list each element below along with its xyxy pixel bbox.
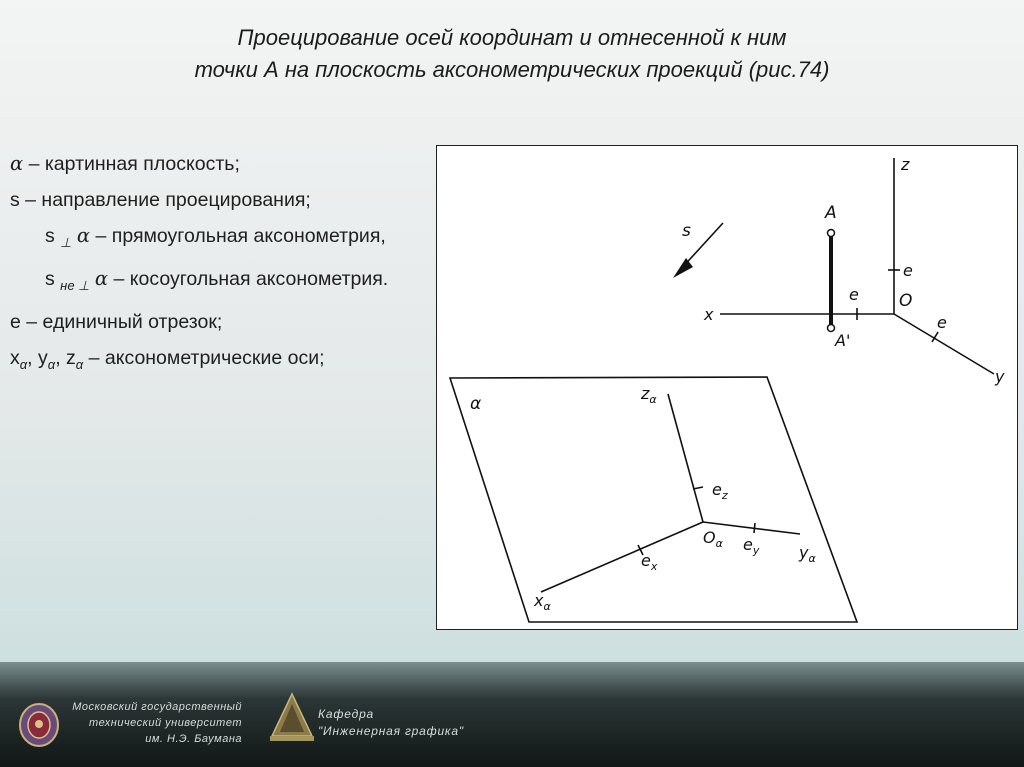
label-ex: e bbox=[849, 285, 859, 304]
def-picture-plane bbox=[10, 150, 420, 178]
label-x: x bbox=[704, 305, 714, 324]
label-plane-ez: $e_z$ bbox=[712, 480, 728, 502]
label-plane-ey: $e_y$ bbox=[743, 535, 760, 557]
label-z: z bbox=[901, 155, 910, 174]
department-line-1: Кафедра bbox=[318, 707, 375, 721]
slide-title bbox=[0, 22, 1024, 86]
picture-plane bbox=[450, 377, 857, 622]
def-symbol: α bbox=[10, 152, 24, 175]
university-name bbox=[62, 699, 242, 747]
axis-sub: α bbox=[75, 356, 84, 372]
label-origin: O bbox=[899, 291, 913, 311]
def-axonometric-axes: $x_\alpha$, $y_\alpha$, $z_\alpha$ – аксонометрические оси; bbox=[10, 346, 325, 372]
def-relation: не ⊥ bbox=[60, 277, 90, 293]
university-line-1: Московский государственный bbox=[72, 701, 242, 713]
label-point-a: A bbox=[825, 203, 837, 223]
def-text: – аксонометрические оси; bbox=[83, 346, 325, 369]
axis-x: x bbox=[10, 346, 20, 369]
def-oblique-axonometry bbox=[10, 265, 420, 300]
label-plane-z: $z_\alpha$ bbox=[641, 384, 657, 406]
label-plane-ex: $e_x$ bbox=[641, 551, 658, 573]
def-rectangular-axonometry bbox=[10, 222, 420, 257]
def-symbol-2: α bbox=[76, 224, 91, 247]
def-text: – единичный отрезок; bbox=[20, 310, 223, 333]
label-direction: s bbox=[682, 221, 691, 241]
figure-74 bbox=[436, 145, 1018, 630]
label-plane-x: $x_\alpha$ bbox=[534, 591, 551, 613]
def-symbol: s bbox=[10, 189, 20, 211]
def-symbol: e bbox=[10, 310, 21, 333]
def-text: – направление проецирования; bbox=[19, 189, 311, 211]
axis-y: y bbox=[38, 346, 48, 369]
university-line-2: технический университет bbox=[89, 717, 242, 729]
label-plane-origin: $O_\alpha$ bbox=[703, 528, 723, 550]
university-crest-icon bbox=[18, 702, 60, 748]
label-plane-y: $y_\alpha$ bbox=[799, 543, 816, 565]
def-symbol: s bbox=[45, 225, 55, 247]
definitions-list bbox=[10, 150, 420, 387]
label-plane: α bbox=[470, 394, 482, 414]
def-text: – косоугольная аксонометрия. bbox=[108, 267, 389, 290]
def-projection-direction bbox=[10, 186, 420, 214]
def-unit-segment bbox=[10, 308, 420, 336]
figure-drawing bbox=[437, 146, 1019, 631]
axis-sub: α bbox=[47, 356, 56, 372]
department-logo-icon bbox=[268, 692, 316, 744]
university-line-3: им. Н.Э. Баумана bbox=[145, 733, 242, 745]
plane-axis-x bbox=[541, 522, 703, 592]
title-line-2: точки А на плоскость аксонометрических проекций (рис.74) bbox=[194, 57, 830, 82]
point-a-marker bbox=[828, 230, 835, 237]
department-line-2: "Инженерная графика" bbox=[318, 724, 464, 738]
plane-tick-ez bbox=[693, 487, 703, 489]
def-text: – картинная плоскость; bbox=[23, 153, 240, 175]
department-name bbox=[318, 706, 518, 740]
def-symbol-2: α bbox=[94, 266, 109, 290]
def-relation: ⊥ bbox=[60, 234, 72, 250]
plane-tick-ey bbox=[754, 523, 755, 533]
plane-axis-z bbox=[668, 394, 703, 522]
direction-arrow-head bbox=[673, 258, 693, 278]
label-ey: e bbox=[937, 313, 947, 332]
point-a-proj-marker bbox=[828, 325, 835, 332]
label-ez: e bbox=[903, 261, 913, 280]
label-y: y bbox=[995, 367, 1005, 386]
footer-bar bbox=[0, 662, 1024, 767]
title-line-1: Проецирование осей координат и отнесенной к ним bbox=[237, 25, 787, 50]
def-symbol: s bbox=[45, 267, 55, 290]
plane-axis-y bbox=[703, 522, 800, 534]
def-text: – прямоугольная аксонометрия, bbox=[90, 225, 386, 247]
label-point-a-proj: A' bbox=[835, 331, 851, 350]
axis-z: z bbox=[66, 346, 76, 369]
axis-sub: α bbox=[19, 356, 28, 372]
